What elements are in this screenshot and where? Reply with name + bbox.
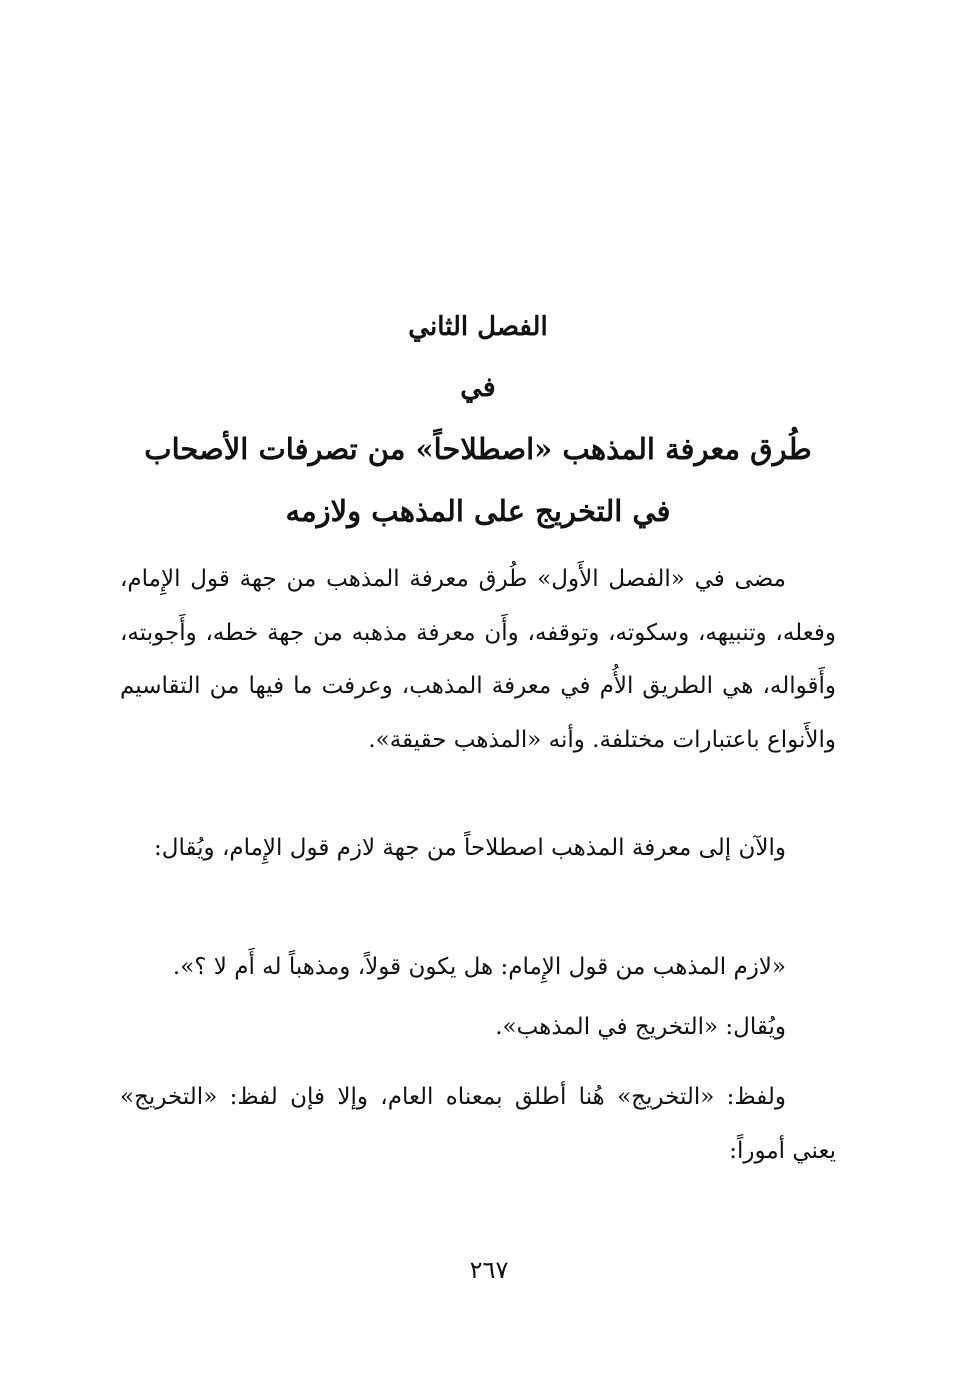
paragraph-lazim: والآن إلى معرفة المذهب اصطلاحاً من جهة لازم قول الإِمام، ويُقال: <box>154 835 786 861</box>
page-number: ٢٦٧ <box>469 1256 509 1284</box>
chapter-heading-preposition: في <box>460 372 496 403</box>
paragraph-takhrij: ويُقال: «التخريج في المذهب». <box>495 1014 786 1040</box>
paragraph-quote: «لازم المذهب من قول الإِمام: هل يكون قولاً، ومذهباً له أَم لا ؟». <box>172 954 786 980</box>
chapter-title-line-2: في التخريج على المذهب ولازمه <box>285 494 671 528</box>
paragraph-intro: مضى في «الفصل الأَول» طُرق معرفة المذهب من جهة قول الإِمام، وفعله، وتنبيهه، وسكوته، وتوقفه، وأَن معرفة مذهبه من جهة خطه، وأَجوبته، وأَقواله، هي الطريق الأُم في معرفة المذهب، وعرفت ما فيها من التقاسيم والأَنواع باعتبارات مختلفة. وأنه «المذهب حقيقة». <box>120 566 836 753</box>
chapter-title-line-1: طُرق معرفة المذهب «اصطلاحاً» من تصرفات الأصحاب <box>144 432 812 466</box>
chapter-heading: الفصل الثاني <box>408 312 548 342</box>
paragraph-takhrij-meaning: ولفظ: «التخريج» هُنا أطلق بمعناه العام، وإلا فإن لفظ: «التخريج» يعني أموراً: <box>120 1084 836 1164</box>
